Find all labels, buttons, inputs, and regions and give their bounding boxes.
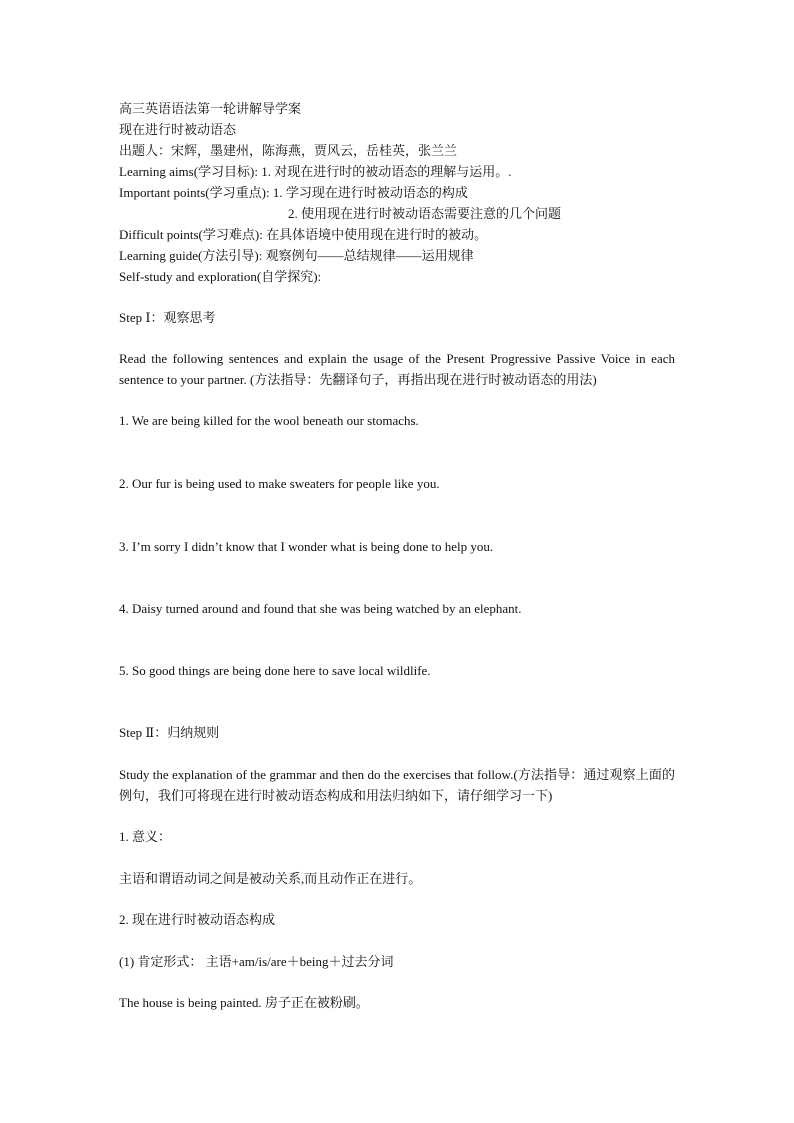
structure-heading: 2. 现在进行时被动语态构成 [119,912,276,927]
step1-instruction: Read the following sentences and explain the usage of the Present Progressive Passive Voice in each sentence to your partner. (方法指导：先翻译句子，再指出现在进行时被动语态的用法) [119,351,675,387]
example-sentence-3: 3. I’m sorry I didn’t know that I wonder what is being done to help you. [119,539,494,554]
affirmative-form: (1) 肯定形式： 主语+am/is/are＋being＋过去分词 [119,954,394,969]
step1-heading: Step Ⅰ：观察思考 [119,310,216,325]
important-points-2: 2. 使用现在进行时被动语态需要注意的几个问题 [288,206,562,221]
meaning-heading: 1. 意义： [119,829,172,844]
important-points-1: Important points(学习重点): 1. 学习现在进行时被动语态的构成 [119,185,468,200]
step2-heading: Step Ⅱ：归纳规则 [119,725,220,740]
step2-instruction: Study the explanation of the grammar and then do the exercises that follow.(方法指导：通过观察上面的例句，我们可将现在进行时被动语态构成和用法归纳如下，请仔细学习一下) [119,767,675,803]
authors-line: 出题人：宋辉，墨建州，陈海燕，贾风云，岳桂英，张兰兰 [119,143,458,158]
example-sentence-5: 5. So good things are being done here to save local wildlife. [119,663,431,678]
example-sentence-2: 2. Our fur is being used to make sweaters for people like you. [119,476,440,491]
self-study-heading: Self-study and exploration(自学探究): [119,269,322,284]
document-title: 高三英语语法第一轮讲解导学案 [119,101,302,116]
difficult-points: Difficult points(学习难点): 在具体语境中使用现在进行时的被动。 [119,227,488,242]
example-sentence-4: 4. Daisy turned around and found that she was being watched by an elephant. [119,601,522,616]
learning-guide: Learning guide(方法引导): 观察例句——总结规律——运用规律 [119,248,474,263]
learning-aims: Learning aims(学习目标): 1. 对现在进行时的被动语态的理解与运用。. [119,164,512,179]
document-subtitle: 现在进行时被动语态 [119,122,237,137]
example-house: The house is being painted. 房子正在被粉刷。 [119,995,369,1010]
meaning-text: 主语和谓语动词之间是被动关系,而且动作正在进行。 [119,871,422,886]
example-sentence-1: 1. We are being killed for the wool beneath our stomachs. [119,413,419,428]
